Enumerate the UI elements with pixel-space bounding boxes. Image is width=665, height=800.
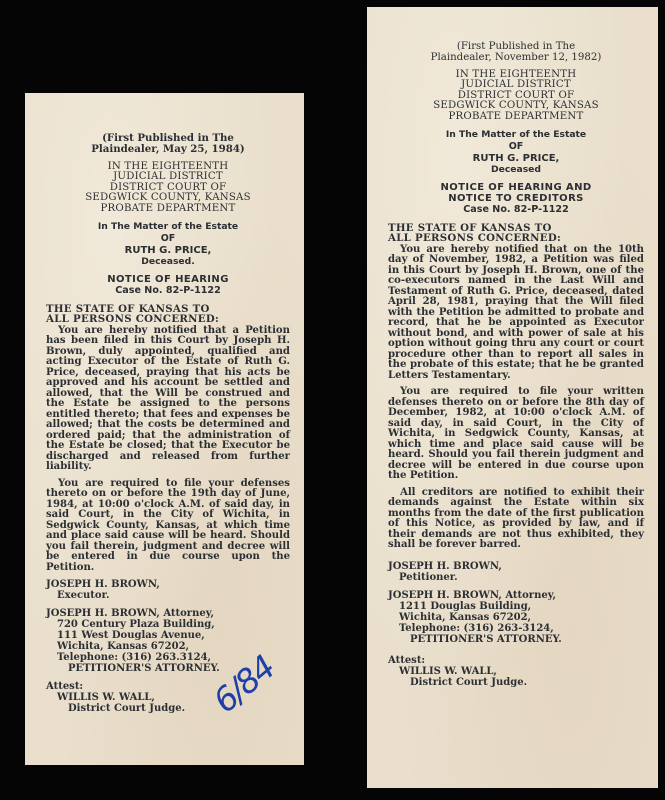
court-line: SEDGWICK COUNTY, KANSAS bbox=[433, 100, 599, 112]
signer-block bbox=[46, 579, 290, 601]
attorney-address-line: Wichita, Kansas 67202, bbox=[57, 641, 190, 653]
attorney-title: PETITIONER'S ATTORNEY. bbox=[410, 633, 562, 645]
of-line: OF bbox=[508, 141, 524, 153]
court-line: JUDICIAL DISTRICT bbox=[113, 171, 223, 183]
attest-label: Attest: bbox=[388, 654, 426, 666]
salutation-line: ALL PERSONS CONCERNED: bbox=[388, 232, 562, 245]
notice-title: NOTICE OF HEARING bbox=[107, 274, 229, 286]
salutation-line: ALL PERSONS CONCERNED: bbox=[46, 313, 220, 326]
court-line: PROBATE DEPARTMENT bbox=[448, 110, 584, 122]
decedent-name: RUTH G. PRICE, bbox=[124, 245, 212, 257]
of-line: OF bbox=[160, 233, 176, 245]
attest-block bbox=[388, 655, 644, 688]
court-heading bbox=[46, 162, 290, 214]
publication-line bbox=[46, 133, 290, 155]
judge-name: WILLIS W. WALL, bbox=[399, 665, 497, 677]
notice-title-line-2: NOTICE TO CREDITORS bbox=[448, 193, 584, 205]
salutation bbox=[388, 223, 644, 244]
salutation-line: THE STATE OF KANSAS TO bbox=[46, 303, 210, 316]
court-heading bbox=[388, 70, 644, 122]
publication-line bbox=[388, 41, 644, 63]
court-line: DISTRICT COURT OF bbox=[457, 89, 575, 101]
publication-line-2: Plaindealer, November 12, 1982) bbox=[430, 52, 602, 63]
decedent-name: RUTH G. PRICE, bbox=[472, 153, 560, 165]
publication-line-1: (First Published in The bbox=[102, 132, 234, 144]
judge-name: WILLIS W. WALL, bbox=[57, 692, 155, 704]
matter-line: In The Matter of the Estate bbox=[97, 221, 239, 233]
publication-line-1: (First Published in The bbox=[456, 41, 576, 52]
notice-title-line-1: NOTICE OF HEARING AND bbox=[440, 182, 592, 194]
attest-label: Attest: bbox=[46, 681, 84, 693]
body-paragraph: You are hereby notified that a Petition has been filed in this Court by Joseph H. Brown, duly appointed, qualified and acting Executor of the Estate of Ruth G. Price, deceased, praying that his acts be approved and his account be settled and allowed, that the Will be construed and the Estate be assigned to the persons entitled thereto; that fees and expenses be allowed; that the costs be determined and ordered paid; that the administration of the Estate be closed; that the Executor be discharged and released from further liability. bbox=[46, 324, 290, 473]
attorney-title: PETITIONER'S ATTORNEY. bbox=[68, 663, 220, 675]
case-number: Case No. 82-P-1122 bbox=[463, 204, 569, 216]
attorney-address-line: 720 Century Plaza Building, bbox=[57, 619, 215, 631]
salutation bbox=[46, 304, 290, 325]
body-paragraph: You are required to file your defenses thereto on or before the 19th day of June, 1984, at 10:00 o'clock A.M. of said day, in said Court, in the City of Wichita, in Sedgwick County, Kansas, at which time and place said cause will be heard. Should you fail therein, judgment and decree will be entered in due course upon the Petition. bbox=[46, 477, 290, 573]
attorney-phone: Telephone: (316) 263-3124, bbox=[399, 622, 554, 634]
court-line: JUDICIAL DISTRICT bbox=[461, 79, 571, 91]
signer-block bbox=[388, 561, 644, 583]
court-line: SEDGWICK COUNTY, KANSAS bbox=[85, 192, 251, 204]
attorney-phone: Telephone: (316) 263.3124, bbox=[57, 652, 212, 664]
matter-line: In The Matter of the Estate bbox=[445, 129, 587, 141]
attorney-address-line: 1211 Douglas Building, bbox=[399, 600, 532, 612]
signer-name: JOSEPH H. BROWN, bbox=[388, 560, 502, 572]
body-paragraph: You are required to file your written defenses thereto on or before the 8th day of December, 1982, at 10:00 o'clock A.M. of said day, in said Court, in the City of Wichita, in Sedgwick County, Kansas, at which time and place said cause will be heard. Should you fail therein judgment and decree will be entered in due course upon the Petition. bbox=[388, 386, 644, 482]
court-line: IN THE EIGHTEENTH bbox=[107, 161, 229, 172]
attorney-name: JOSEPH H. BROWN, Attorney, bbox=[388, 589, 557, 601]
signer-role: Executor. bbox=[57, 590, 110, 602]
newspaper-clipping-right bbox=[367, 7, 658, 788]
body-paragraph: All creditors are notified to exhibit their demands against the Estate within six months from the date of the first publication of this Notice, as provided by law, and if their demands are not thus exhibited, they shall be forever barred. bbox=[388, 486, 644, 551]
handwritten-date-note: 6/84 bbox=[205, 648, 282, 721]
deceased-label: Deceased bbox=[490, 164, 541, 176]
signer-name: JOSEPH H. BROWN, bbox=[46, 579, 160, 591]
case-number: Case No. 82-P-1122 bbox=[115, 285, 221, 297]
deceased-label: Deceased. bbox=[141, 256, 195, 268]
attorney-block bbox=[388, 590, 644, 645]
salutation-line: THE STATE OF KANSAS TO bbox=[388, 222, 552, 235]
attorney-name: JOSEPH H. BROWN, Attorney, bbox=[46, 608, 215, 620]
attorney-address-line: Wichita, Kansas 67202, bbox=[399, 611, 532, 623]
court-line: DISTRICT COURT OF bbox=[109, 181, 227, 193]
judge-title: District Court Judge. bbox=[410, 676, 528, 688]
body-paragraph: You are hereby notified that on the 10th day of November, 1982, a Petition was filed in this Court by Joseph H. Brown, one of the co-executors named in the Last Will and Testament of Ruth G. Price, deceased, dated April 28, 1981, praying that the Will filed with the Petition be admitted to probate and record, that he be appointed as Executor without bond, and with power of sale at his option without going thru any court or court procedure other than to report all sales in the probate of this estate; that he be granted Letters Testamentary. bbox=[388, 243, 644, 381]
court-line: PROBATE DEPARTMENT bbox=[100, 202, 236, 214]
publication-line-2: Plaindealer, May 25, 1984) bbox=[91, 143, 245, 155]
attorney-address-line: 111 West Douglas Avenue, bbox=[57, 630, 205, 642]
court-line: IN THE EIGHTEENTH bbox=[455, 69, 577, 80]
judge-title: District Court Judge. bbox=[68, 703, 186, 715]
signer-role: Petitioner. bbox=[399, 571, 458, 583]
